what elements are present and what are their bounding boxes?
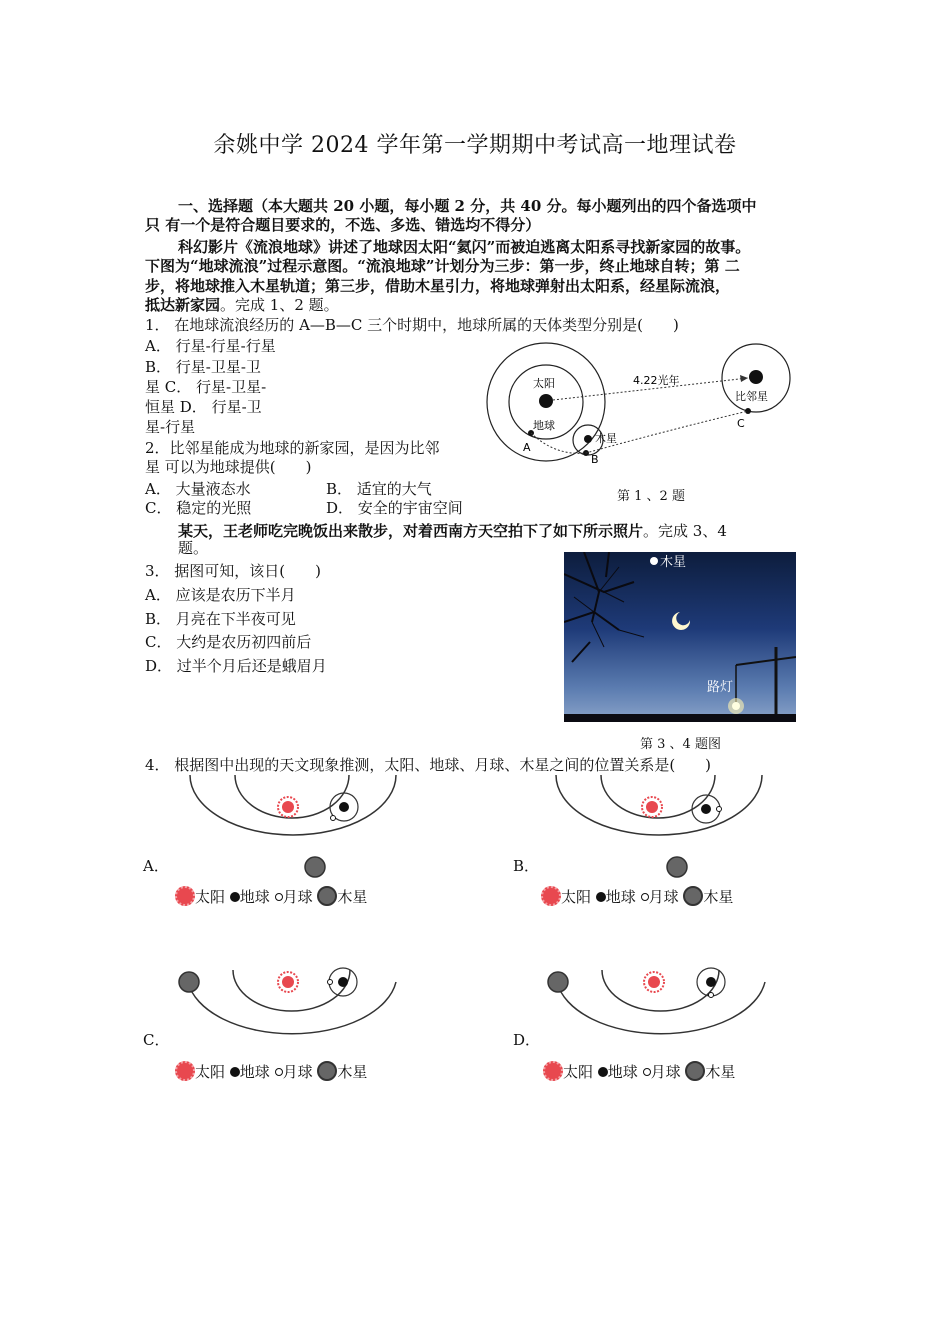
q2-line2: 星 可以为地球提供( ) bbox=[145, 458, 312, 476]
jupiter-icon bbox=[317, 886, 337, 906]
moon-dot bbox=[717, 807, 722, 812]
sun-icon bbox=[543, 1061, 563, 1081]
legend-earth: 地球 bbox=[605, 888, 636, 906]
legend-earth: 地球 bbox=[239, 888, 270, 906]
intro1-line4-bold: 抵达新家园 bbox=[145, 296, 221, 314]
q2-option-a: A． 大量液态水 bbox=[145, 480, 251, 498]
intro2-line1-bold: 某天，王老师吃完晚饭出来散步，对着西南方天空拍下了如下所示照片 bbox=[178, 522, 644, 540]
intro1-line3: 步，将地球推入木星轨道；第三步，借助木星引力，将地球弹射出太阳系，经星际流浪， bbox=[145, 277, 731, 295]
option-a-label: A． bbox=[143, 857, 169, 875]
jupiter-icon bbox=[317, 1061, 337, 1081]
legend-moon: 月球 bbox=[650, 1063, 681, 1081]
photo-label-lamp: 路灯 bbox=[707, 680, 734, 695]
q1-line: 恒星 D． 行星-卫 bbox=[145, 398, 262, 416]
intro2-line2: 题。 bbox=[178, 539, 209, 557]
legend-earth: 地球 bbox=[607, 1063, 638, 1081]
moon-icon bbox=[641, 893, 649, 901]
option-b-label: B． bbox=[513, 857, 540, 875]
distance-arrow bbox=[740, 375, 748, 382]
pole-crossbar bbox=[736, 657, 796, 665]
q3-option: D． 过半个月后还是蛾眉月 bbox=[145, 657, 327, 675]
tree-twigs bbox=[574, 567, 644, 647]
earth-dot bbox=[339, 802, 349, 812]
sun-core bbox=[282, 801, 294, 813]
option-c-label: C． bbox=[143, 1031, 170, 1049]
wander-path bbox=[531, 411, 748, 453]
q3-option: C． 大约是农历初四前后 bbox=[145, 633, 312, 651]
photo-ground bbox=[564, 714, 796, 722]
earth-icon bbox=[230, 1067, 240, 1077]
earth-icon bbox=[230, 892, 240, 902]
legend-b bbox=[541, 886, 733, 907]
earth-dot bbox=[706, 977, 716, 987]
q1-line: A． 行星-行星-行星 bbox=[145, 337, 276, 355]
sun-icon bbox=[175, 1061, 195, 1081]
intro1-line4 bbox=[145, 295, 339, 315]
lamp-light bbox=[732, 702, 740, 710]
earth-dot bbox=[701, 804, 711, 814]
earth-dot bbox=[338, 977, 348, 987]
label-distance: 4.22光年 bbox=[633, 374, 680, 387]
jupiter-icon bbox=[685, 1061, 705, 1081]
section-heading-line2: 只 有一个是符合题目要求的，不选、多选、错选均不得分） bbox=[145, 216, 541, 234]
legend-a bbox=[175, 886, 367, 907]
q3-option: A． 应该是农历下半月 bbox=[145, 586, 296, 604]
photo-caption: 第 3 、4 题图 bbox=[640, 737, 721, 752]
label-earth: 地球 bbox=[533, 419, 555, 432]
sun-dot bbox=[539, 394, 553, 408]
label-proxima: 比邻星 bbox=[735, 390, 768, 403]
jupiter-dot bbox=[305, 857, 325, 877]
photo-scene bbox=[564, 552, 796, 722]
legend-sun: 太阳 bbox=[195, 888, 226, 906]
legend-moon: 月球 bbox=[648, 888, 679, 906]
legend-c bbox=[175, 1061, 367, 1082]
q4-stem: 4． 根据图中出现的天文现象推测，太阳、地球、月球、木星之间的位置关系是( ) bbox=[145, 756, 712, 774]
q3-stem: 3． 据图可知，该日( ) bbox=[145, 562, 322, 580]
photo-jupiter-dot bbox=[650, 557, 658, 565]
legend-earth: 地球 bbox=[239, 1063, 270, 1081]
q2-option-c: C． 稳定的光照 bbox=[145, 499, 252, 517]
tree-branches bbox=[564, 552, 634, 662]
jupiter-dot bbox=[584, 435, 592, 443]
legend-jupiter: 木星 bbox=[705, 1063, 736, 1081]
earth-orbit-arc bbox=[601, 775, 715, 818]
label-sun: 太阳 bbox=[533, 377, 555, 390]
label-a: A bbox=[523, 441, 531, 454]
q2-line1: 2．比邻星能成为地球的新家园，是因为比邻 bbox=[145, 439, 440, 457]
label-jupiter: 木星 bbox=[595, 432, 617, 445]
option-b-diagram bbox=[551, 775, 771, 880]
night-sky-photo bbox=[564, 552, 796, 722]
figure1-caption: 第 1 、2 题 bbox=[617, 489, 685, 504]
jupiter-dot bbox=[667, 857, 687, 877]
intro1-line1: 科幻影片《流浪地球》讲述了地球因太阳“氦闪”而被迫逃离太阳系寻找新家园的故事。 bbox=[178, 238, 751, 256]
proxima-dot bbox=[749, 370, 763, 384]
earth-icon bbox=[598, 1067, 608, 1077]
q2-option-d: D． 安全的宇宙空间 bbox=[326, 499, 463, 517]
moon-dot bbox=[331, 816, 336, 821]
jupiter-icon bbox=[683, 886, 703, 906]
earth-orbit-arc bbox=[235, 775, 349, 818]
sun-icon bbox=[541, 886, 561, 906]
legend-sun: 太阳 bbox=[563, 1063, 594, 1081]
sun-icon bbox=[175, 886, 195, 906]
jupiter-orbit-arc bbox=[188, 982, 396, 1034]
option-d-label: D． bbox=[513, 1031, 541, 1049]
q3-option: B． 月亮在下半夜可见 bbox=[145, 610, 296, 628]
section-heading-line1: 一、选择题（本大题共 20 小题，每小题 2 分，共 40 分。每小题列出的四个备选项中 bbox=[178, 197, 757, 215]
q1-line: 星 C． 行星-卫星- bbox=[145, 378, 267, 396]
earth-orbit-arc bbox=[602, 970, 719, 1011]
option-d-diagram bbox=[547, 950, 777, 1050]
jupiter-dot bbox=[179, 972, 199, 992]
jupiter-dot bbox=[548, 972, 568, 992]
label-c: C bbox=[737, 417, 745, 430]
legend-jupiter: 木星 bbox=[337, 1063, 368, 1081]
sun-core bbox=[648, 976, 660, 988]
moon-dot bbox=[328, 980, 333, 985]
q1-line: 星-行星 bbox=[145, 418, 196, 436]
legend-jupiter: 木星 bbox=[337, 888, 368, 906]
label-b: B bbox=[591, 453, 599, 466]
legend-moon: 月球 bbox=[282, 888, 313, 906]
crescent-moon-icon bbox=[672, 612, 690, 630]
q1-stem: 1． 在地球流浪经历的 A—B—C 三个时期中，地球所属的天体类型分别是( ) bbox=[145, 316, 679, 334]
sun-core bbox=[646, 801, 658, 813]
legend-d bbox=[543, 1061, 735, 1082]
earth-icon bbox=[596, 892, 606, 902]
moon-dot bbox=[709, 993, 714, 998]
jupiter-orbit-arc bbox=[556, 775, 762, 835]
page-title: 余姚中学 2024 学年第一学期期中考试高一地理试卷 bbox=[213, 133, 737, 158]
q1-line: B． 行星-卫星-卫 bbox=[145, 358, 261, 376]
intro2-line1-tail: 。完成 3、4 bbox=[643, 522, 727, 540]
legend-moon: 月球 bbox=[282, 1063, 313, 1081]
legend-sun: 太阳 bbox=[195, 1063, 226, 1081]
option-c-diagram bbox=[178, 950, 408, 1050]
moon-icon bbox=[643, 1068, 651, 1076]
moon-icon bbox=[275, 1068, 283, 1076]
intro1-line2: 下图为“地球流浪”过程示意图。“流浪地球”计划分为三步：第一步，终止地球自转；第 二 bbox=[145, 257, 740, 275]
option-a-diagram bbox=[185, 775, 405, 880]
photo-label-jupiter: 木星 bbox=[660, 555, 687, 570]
intro2-line1 bbox=[178, 521, 727, 541]
q2-option-b: B． 适宜的大气 bbox=[326, 480, 432, 498]
wandering-earth-figure bbox=[485, 336, 800, 471]
moon-icon bbox=[275, 893, 283, 901]
legend-sun: 太阳 bbox=[561, 888, 592, 906]
intro1-line4-tail: 。完成 1、2 题。 bbox=[220, 296, 339, 314]
sun-core bbox=[282, 976, 294, 988]
legend-jupiter: 木星 bbox=[703, 888, 734, 906]
